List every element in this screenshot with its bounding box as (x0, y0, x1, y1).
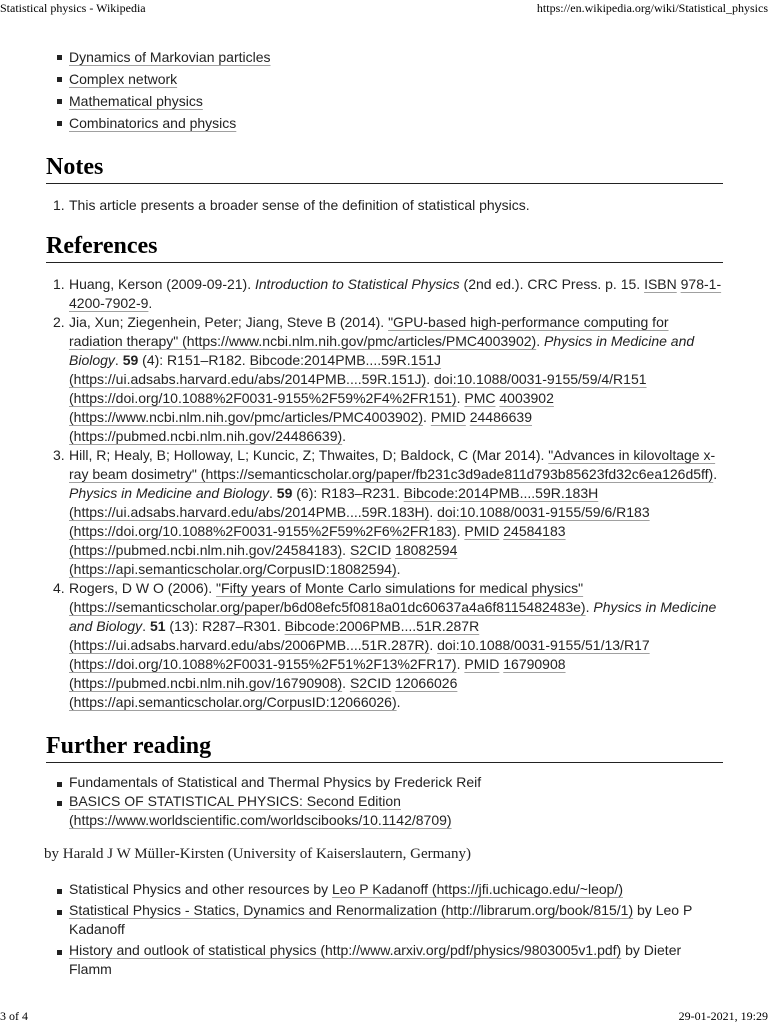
print-datetime: 29-01-2021, 19:29 (678, 1009, 768, 1023)
see-also-link[interactable]: Combinatorics and physics (69, 115, 237, 131)
ref-publisher: (2nd ed.). CRC Press. p. 15. (459, 276, 645, 292)
list-item (46, 941, 723, 979)
reference-item (46, 275, 723, 313)
ref-volume: 59 (122, 352, 139, 368)
reading-item-text: by Dieter Flamm (69, 942, 682, 977)
reading-item-text: Statistical Physics and other resources by (69, 881, 333, 897)
bibcode-link[interactable]: Bibcode:2014PMB....59R.183H (https://ui.adsabs.harvard.edu/abs/2014PMB....59R.183H) (69, 485, 599, 520)
ref-pages: (6): R183–R231. (292, 485, 404, 501)
doi-link[interactable]: :10.1088/0031-9155/51/13/R17 (https://doi.org/10.1088%2F0031-9155%2F51%2F13%2FR17) (69, 637, 650, 672)
ref-sep: . (429, 637, 438, 653)
doi-link[interactable]: :10.1088/0031-9155/59/4/R151 (https://doi.org/10.1088%2F0031-9155%2F59%2F4%2FR151) (69, 371, 647, 406)
note-item: This article presents a broader sense of the definition of statistical physics. (69, 197, 530, 213)
print-header-url: https://en.wikipedia.org/wiki/Statistical_physics (536, 1, 768, 15)
see-also-link[interactable]: Complex network (69, 71, 178, 87)
ref-title-link[interactable]: "Fifty years of Monte Carlo simulations for medical physics" (https://semanticscholar.org/paper/b6d08efc5f0818a01dc60637a4a6f8115482483e) (69, 580, 586, 615)
ref-sep: . (142, 618, 150, 634)
ref-sep: . (456, 390, 465, 406)
ref-sep: . (342, 675, 350, 691)
isbn-value-link[interactable]: 978-1-4200-7902-9 (69, 276, 722, 311)
reading-item-text: by Leo P Kadanoff (69, 902, 693, 937)
ref-title-link[interactable]: "Advances in kilovoltage x-ray beam dosimetry" (https://semanticscholar.org/paper/fb231c3d9ade811d793b85623fd32c6ea126d5ff) (69, 447, 716, 482)
see-also-link[interactable]: Mathematical physics (69, 93, 203, 109)
reading-item-link[interactable]: BASICS OF STATISTICAL PHYSICS: Second Edition (https://www.worldscientific.com/worldscibooks/10.1142/8709) (69, 793, 452, 828)
see-also-list (46, 46, 723, 134)
isbn-link[interactable]: ISBN (644, 276, 677, 292)
byline-text: by Harald J W Müller-Kirsten (University of Kaiserslautern, Germany) (44, 846, 471, 862)
s2cid-label-link[interactable]: S2CID (349, 675, 392, 691)
further-reading-list-2 (46, 880, 723, 979)
doi-label-link[interactable]: doi (437, 504, 456, 520)
ref-end: . (396, 694, 401, 710)
further-reading-heading: Further reading (46, 732, 723, 763)
pmid-label-link[interactable]: PMID (464, 523, 500, 539)
s2cid-link[interactable]: 12066026 (https://api.semanticscholar.org/CorpusID:12066026) (69, 675, 458, 710)
notes-list (46, 196, 723, 215)
further-reading-list (46, 773, 723, 830)
ref-end: . (342, 428, 347, 444)
s2cid-link[interactable]: 18082594 (https://api.semanticscholar.org/CorpusID:18082594) (69, 542, 458, 577)
reference-item (46, 579, 723, 712)
pmid-label-link[interactable]: PMID (430, 409, 466, 425)
pmid-link[interactable]: 24486639 (https://pubmed.ncbi.nlm.nih.gov/24486639) (69, 409, 533, 444)
ref-sep: . (342, 542, 350, 558)
pmc-label-link[interactable]: PMC (464, 390, 496, 406)
references-heading: References (46, 232, 723, 263)
reading-item-link[interactable]: Statistical Physics - Statics, Dynamics and Renormalization (http://librarum.org/book/815/1) (69, 902, 634, 918)
ref-volume: 51 (149, 618, 166, 634)
ref-authors: Hill, R; Healy, B; Holloway, L; Kuncic, Z; Thwaites, D; Baldock, C (Mar 2014). (69, 447, 549, 463)
ref-authors: Rogers, D W O (2006). (69, 580, 217, 596)
ref-pages: (13): R287–R301. (165, 618, 285, 634)
notes-heading: Notes (46, 153, 723, 184)
list-item (46, 68, 723, 90)
list-item (46, 792, 723, 830)
see-also-link[interactable]: Dynamics of Markovian particles (69, 49, 271, 65)
ref-authors: Jia, Xun; Ziegenhein, Peter; Jiang, Steve B (2014). (69, 314, 389, 330)
pmid-link[interactable]: 24584183 (https://pubmed.ncbi.nlm.nih.gov/24584183) (69, 523, 566, 558)
ref-pages: (4): R151–R182. (138, 352, 250, 368)
ref-journal: Physics in Medicine and Biology (69, 485, 269, 501)
ref-sep: . (423, 409, 431, 425)
reading-item-link[interactable]: Leo P Kadanoff (https://jfi.uchicago.edu/~leop/) (332, 881, 623, 897)
ref-sep: . (713, 466, 718, 482)
ref-sep: . (269, 485, 277, 501)
bibcode-link[interactable]: Bibcode:2014PMB....59R.151J (https://ui.adsabs.harvard.edu/abs/2014PMB....59R.151J) (69, 352, 442, 387)
doi-label-link[interactable]: doi (434, 371, 453, 387)
print-header-title: Statistical physics - Wikipedia (0, 1, 146, 15)
ref-title-link[interactable]: "GPU-based high-performance computing for radiation therapy" (https://www.ncbi.nlm.nih.gov/pmc/articles/PMC4003902) (69, 314, 669, 349)
reading-item-text: Fundamentals of Statistical and Thermal Physics by Frederick Reif (69, 774, 482, 790)
ref-sep: . (456, 523, 465, 539)
ref-end: . (148, 295, 153, 311)
ref-journal: Physics in Medicine and Biology (69, 333, 695, 368)
doi-label-link[interactable]: doi (437, 637, 456, 653)
ref-sep: . (114, 352, 123, 368)
ref-sep: . (585, 599, 594, 615)
pmid-label-link[interactable]: PMID (464, 656, 500, 672)
ref-sep: . (456, 656, 465, 672)
s2cid-label-link[interactable]: S2CID (349, 542, 392, 558)
pmc-link[interactable]: 4003902 (https://www.ncbi.nlm.nih.gov/pmc/articles/PMC4003902) (69, 390, 554, 425)
ref-sep: . (536, 333, 544, 349)
page-number: 3 of 4 (0, 1009, 28, 1023)
ref-sep: . (429, 504, 438, 520)
ref-title: Introduction to Statistical Physics (255, 276, 460, 292)
reference-item (46, 313, 723, 446)
ref-volume: 59 (276, 485, 293, 501)
list-item (46, 46, 723, 68)
references-list (46, 275, 723, 712)
list-item (46, 773, 723, 792)
list-item (46, 90, 723, 112)
ref-sep: . (426, 371, 434, 387)
reference-item (46, 446, 723, 579)
list-item (46, 880, 723, 899)
pmid-link[interactable]: 16790908 (https://pubmed.ncbi.nlm.nih.gov/16790908) (69, 656, 566, 691)
ref-journal: Physics in Medicine and Biology (69, 599, 717, 634)
article-content (46, 46, 723, 979)
reading-item-link[interactable]: History and outlook of statistical physics (http://www.arxiv.org/pdf/physics/9803005v1.pdf) (69, 942, 622, 958)
bibcode-link[interactable]: Bibcode:2006PMB....51R.287R (https://ui.adsabs.harvard.edu/abs/2006PMB....51R.287R) (69, 618, 480, 653)
ref-authors: Huang, Kerson (2009-09-21). (69, 276, 255, 292)
ref-end: . (396, 561, 401, 577)
list-item (46, 112, 723, 134)
doi-link[interactable]: :10.1088/0031-9155/59/6/R183 (https://doi.org/10.1088%2F0031-9155%2F59%2F6%2FR183) (69, 504, 650, 539)
list-item (46, 901, 723, 939)
